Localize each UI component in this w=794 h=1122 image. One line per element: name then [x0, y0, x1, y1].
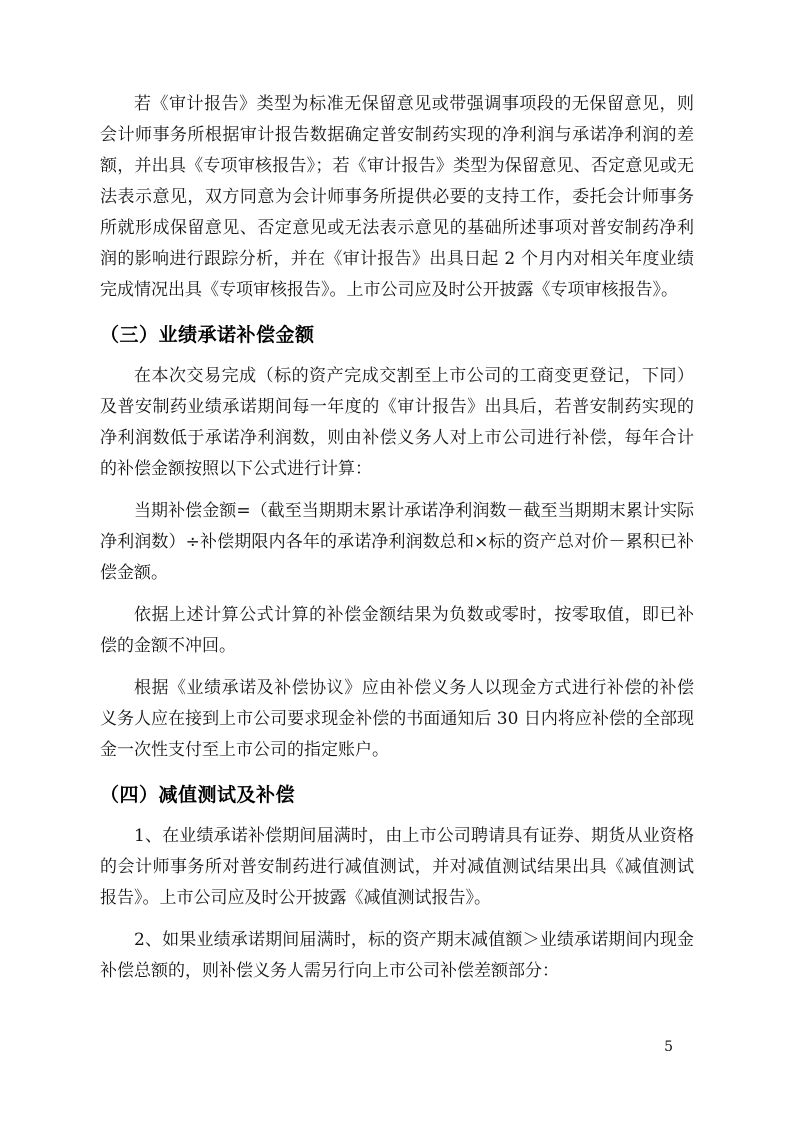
paragraph-audit-report: 若《审计报告》类型为标准无保留意见或带强调事项段的无保留意见，则会计师事务所根据审计报告数据确定普安制药实现的净利润与承诺净利润的差额，并出具《专项审核报告》；若《审计报告》类型为保留意见、否定意见或无法表示意见，双方同意为会计师事务所提供必要的支持工作，委托会计师事务所就形成保留意见、否定意见或无法表示意见的基础所述事项对普安制药净利润的影响进行跟踪分析，并在《审计报告》出具日起 2 个月内对相关年度业绩完成情况出具《专项审核报告》。上市公司应及时公开披露《专项审核报告》。: [100, 94, 694, 300]
section-heading-4: （四）减值测试及补偿: [100, 784, 296, 806]
paragraph-zero-rule: 依据上述计算公式计算的补偿金额结果为负数或零时，按零取值，即已补偿的金额不冲回。: [100, 605, 694, 656]
paragraph-compensation-formula: 当期补偿金额=（截至当期期末累计承诺净利润数－截至当期期末累计实际净利润数）÷补偿期限内各年的承诺净利润数总和×标的资产总对价－累积已补偿金额。: [100, 501, 694, 583]
paragraph-cash-payment: 根据《业绩承诺及补偿协议》应由补偿义务人以现金方式进行补偿的补偿义务人应在接到上市公司要求现金补偿的书面通知后 30 日内将应补偿的全部现金一次性支付至上市公司的指定账户。: [100, 678, 694, 760]
paragraph-deal-completion: 在本次交易完成（标的资产完成交割至上市公司的工商变更登记，下同）及普安制药业绩承诺期间每一年度的《审计报告》出具后，若普安制药实现的净利润数低于承诺净利润数，则由补偿义务人对上市公司进行补偿，每年合计的补偿金额按照以下公式进行计算：: [100, 366, 694, 479]
section-heading-3: （三）业绩承诺补偿金额: [100, 324, 315, 346]
paragraph-impairment-gap: 2、如果业绩承诺期间届满时，标的资产期末减值额＞业绩承诺期间内现金补偿总额的，则补偿义务人需另行向上市公司补偿差额部分：: [100, 930, 694, 981]
document-content: [100, 89, 694, 998]
paragraph-impairment-test: 1、在业绩承诺补偿期间届满时，由上市公司聘请具有证券、期货从业资格的会计师事务所对普安制药进行减值测试，并对减值测试结果出具《减值测试报告》。上市公司应及时公开披露《减值测试报告》。: [100, 826, 694, 908]
page-number: 5: [664, 1039, 673, 1055]
